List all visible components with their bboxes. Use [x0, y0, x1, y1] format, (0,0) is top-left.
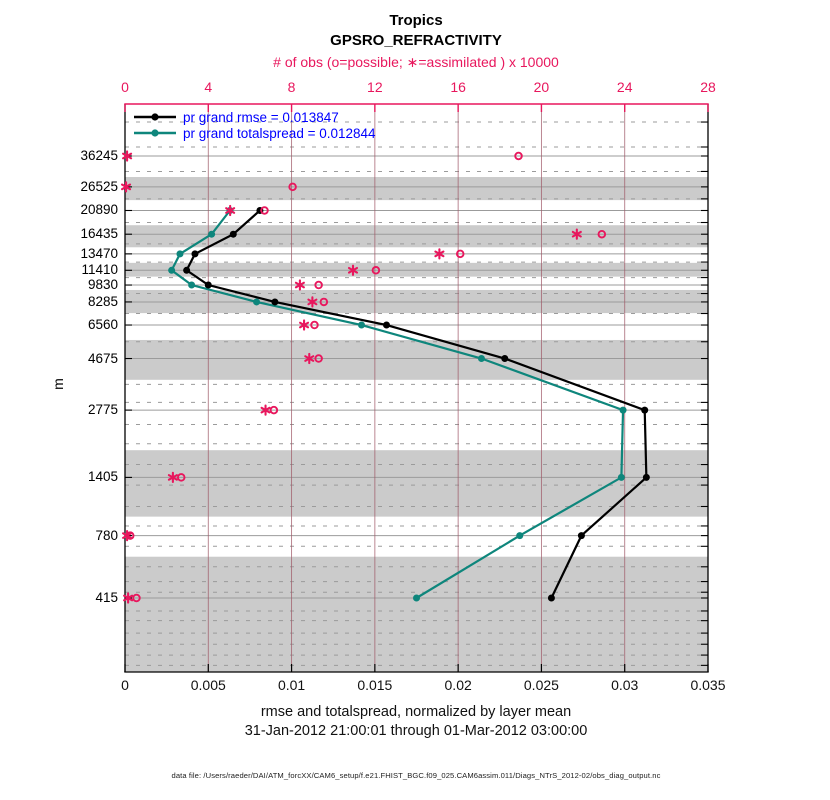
y-axis-tick-label: 4675 — [87, 350, 118, 366]
rmse-marker — [641, 407, 648, 414]
data-file-footnote: data file: /Users/raeder/DAI/ATM_forcXX/CAM6_setup/f.e21.FHIST_BGC.f09_025.CAM6assim.011/Diags_NTrS_2012-02/obs_diag_output.nc — [171, 771, 661, 780]
y-axis-tick-label: 6560 — [87, 317, 118, 333]
y-axis-tick-label: 9830 — [87, 277, 118, 293]
bottom-axis-tick-label: 0 — [121, 677, 129, 693]
top-axis-tick-label: 28 — [700, 79, 716, 95]
totalspread-marker — [253, 298, 260, 305]
layer-shading-band — [125, 340, 708, 380]
chart-subtitle: GPSRO_REFRACTIVITY — [330, 32, 502, 49]
y-axis-tick-label: 20890 — [80, 202, 118, 218]
legend-totalspread-line-icon — [133, 128, 177, 138]
top-axis-tick-label: 12 — [367, 79, 383, 95]
totalspread-marker — [208, 231, 215, 238]
bottom-axis-tick-label: 0.02 — [444, 677, 472, 693]
y-axis-tick-label: 415 — [95, 590, 118, 605]
rmse-marker — [205, 282, 212, 289]
rmse-marker — [578, 532, 585, 539]
bottom-axis-tick-label: 0.03 — [611, 677, 639, 693]
legend — [133, 109, 376, 141]
totalspread-marker — [618, 474, 625, 481]
y-axis-tick-label: 11410 — [81, 262, 118, 278]
rmse-marker — [271, 298, 278, 305]
top-axis-tick-label: 24 — [616, 79, 633, 95]
legend-item-totalspread — [133, 125, 376, 141]
rmse-marker — [643, 474, 650, 481]
bottom-axis-tick-label: 0.035 — [690, 677, 726, 693]
rmse-marker — [501, 355, 508, 362]
totalspread-marker — [168, 267, 175, 274]
x-axis-label: rmse and totalspread, normalized by layer mean — [260, 704, 572, 720]
top-axis-tick-label: 16 — [450, 79, 466, 95]
bottom-axis-tick-label: 0.01 — [277, 677, 306, 693]
bottom-axis-tick-label: 0.005 — [190, 677, 226, 693]
y-axis-tick-label: 2775 — [87, 402, 118, 418]
y-axis-tick-label: 780 — [95, 527, 118, 543]
y-axis-tick-label: 36245 — [80, 148, 118, 163]
top-axis-tick-label: 0 — [121, 79, 129, 95]
rmse-marker — [191, 250, 198, 257]
layer-shading-band — [125, 263, 708, 277]
totalspread-marker — [478, 355, 485, 362]
totalspread-marker — [413, 595, 420, 602]
top-axis-tick-label: 8 — [287, 79, 296, 95]
y-axis-tick-label: 8285 — [87, 293, 118, 309]
legend-label-rmse: pr grand rmse = 0.013847 — [183, 109, 339, 125]
y-axis-tick-label: 13470 — [80, 245, 118, 261]
bottom-axis-tick-label: 0.025 — [523, 677, 559, 693]
y-axis-tick-label: 1405 — [87, 469, 118, 485]
totalspread-marker — [176, 250, 183, 257]
chart-title: Tropics — [389, 12, 443, 29]
rmse-marker — [383, 322, 390, 329]
totalspread-marker — [516, 532, 523, 539]
top-axis-tick-label: 20 — [533, 79, 550, 95]
legend-item-rmse — [133, 109, 376, 125]
top-axis-label: # of obs (o=possible; ∗=assimilated ) x 10000 — [273, 54, 559, 70]
bottom-axis-tick-label: 0.015 — [357, 677, 393, 693]
rmse-marker — [230, 231, 237, 238]
rmse-marker — [183, 267, 190, 274]
top-axis-tick-label: 4 — [204, 79, 213, 95]
rmse-marker — [548, 595, 555, 602]
totalspread-marker — [188, 282, 195, 289]
y-axis-tick-label: 26525 — [80, 178, 118, 194]
legend-label-totalspread: pr grand totalspread = 0.012844 — [183, 125, 376, 141]
layer-shading-band — [125, 177, 708, 200]
date-range-label: 31-Jan-2012 21:00:01 through 01-Mar-2012 03:00:00 — [244, 723, 588, 739]
y-axis-label: m — [49, 378, 66, 390]
y-axis-tick-label: 16435 — [80, 226, 118, 242]
legend-rmse-line-icon — [133, 112, 177, 122]
totalspread-marker — [620, 407, 627, 414]
totalspread-marker — [358, 322, 365, 329]
